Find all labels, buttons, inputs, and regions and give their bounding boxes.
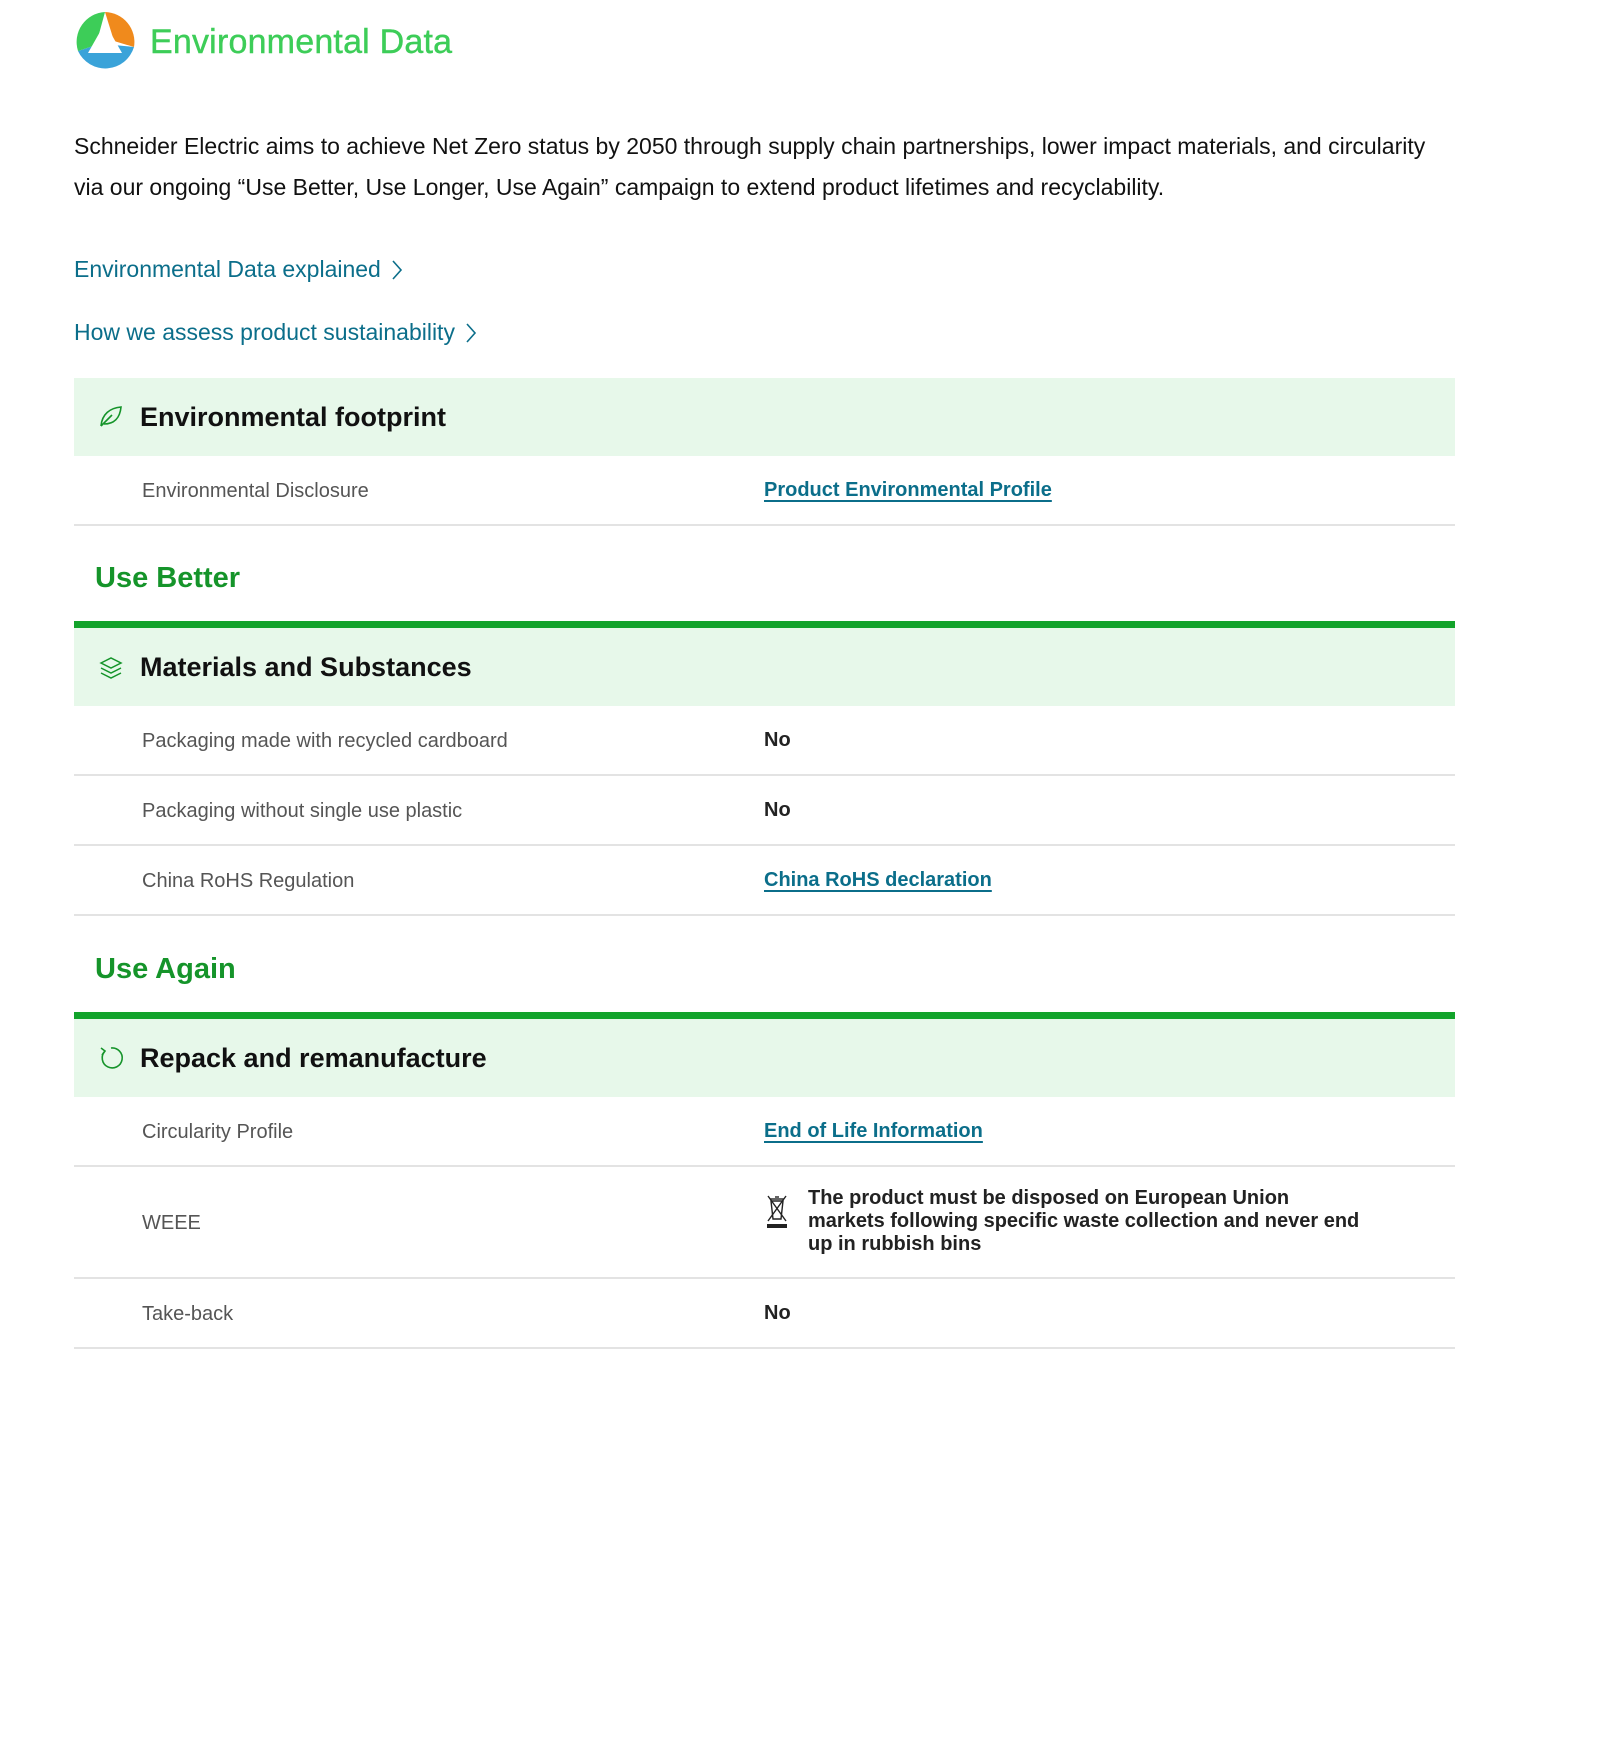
green-divider bbox=[74, 621, 1455, 628]
row-label: Take-back bbox=[142, 1303, 234, 1325]
environmental-footprint-header bbox=[74, 378, 1455, 456]
end-of-life-information-link[interactable]: End of Life Information bbox=[764, 1120, 983, 1142]
row-value: No bbox=[764, 1302, 791, 1324]
leaf-icon bbox=[98, 404, 124, 430]
crossed-bin-icon bbox=[764, 1193, 790, 1229]
intro-paragraph: Schneider Electric aims to achieve Net Zero status by 2050 through supply chain partnerships, lower impact materials, and circularity via our ongoing “Use Better, Use Longer, Use Again” campaign to extend product lifetimes and recyclability. bbox=[74, 133, 1426, 200]
china-rohs-declaration-link[interactable]: China RoHS declaration bbox=[764, 869, 992, 891]
row-label: Environmental Disclosure bbox=[142, 480, 369, 502]
use-better-title: Use Better bbox=[95, 562, 241, 594]
link-label: Environmental Data explained bbox=[74, 256, 381, 282]
row-label: Packaging made with recycled cardboard bbox=[142, 730, 508, 752]
green-divider bbox=[74, 1012, 1455, 1019]
link-label: How we assess product sustainability bbox=[74, 319, 455, 345]
use-again-title: Use Again bbox=[95, 953, 236, 985]
weee-value bbox=[764, 1187, 1368, 1256]
table-row bbox=[74, 1167, 1455, 1279]
table-row bbox=[74, 706, 1455, 776]
row-label: Circularity Profile bbox=[142, 1121, 294, 1143]
sustainability-logo-icon bbox=[74, 11, 136, 73]
section-title: Materials and Substances bbox=[140, 651, 472, 682]
table-row bbox=[74, 846, 1455, 916]
page-title: Environmental Data bbox=[150, 22, 453, 61]
chevron-right-icon bbox=[465, 322, 477, 344]
table-row bbox=[74, 776, 1455, 846]
environmental-data-explained-link[interactable] bbox=[74, 256, 403, 283]
product-environmental-profile-link[interactable]: Product Environmental Profile bbox=[764, 479, 1052, 501]
row-value: No bbox=[764, 729, 791, 751]
chevron-right-icon bbox=[391, 259, 403, 281]
row-label: Packaging without single use plastic bbox=[142, 800, 463, 822]
weee-text: The product must be disposed on European Union markets following specific waste collection and never end up in rubbish bins bbox=[808, 1187, 1360, 1255]
section-title: Environmental footprint bbox=[140, 401, 446, 432]
materials-substances-header bbox=[74, 628, 1455, 706]
table-row bbox=[74, 456, 1455, 526]
section-title: Repack and remanufacture bbox=[140, 1042, 487, 1073]
refresh-icon bbox=[98, 1045, 124, 1071]
how-we-assess-link[interactable] bbox=[74, 319, 477, 346]
table-row bbox=[74, 1097, 1455, 1167]
row-label: China RoHS Regulation bbox=[142, 870, 355, 892]
page-header bbox=[74, 10, 452, 74]
table-row bbox=[74, 1279, 1455, 1349]
row-value: No bbox=[764, 799, 791, 821]
row-label: WEEE bbox=[142, 1212, 201, 1234]
repack-remanufacture-header bbox=[74, 1019, 1455, 1097]
layers-icon bbox=[98, 654, 124, 680]
